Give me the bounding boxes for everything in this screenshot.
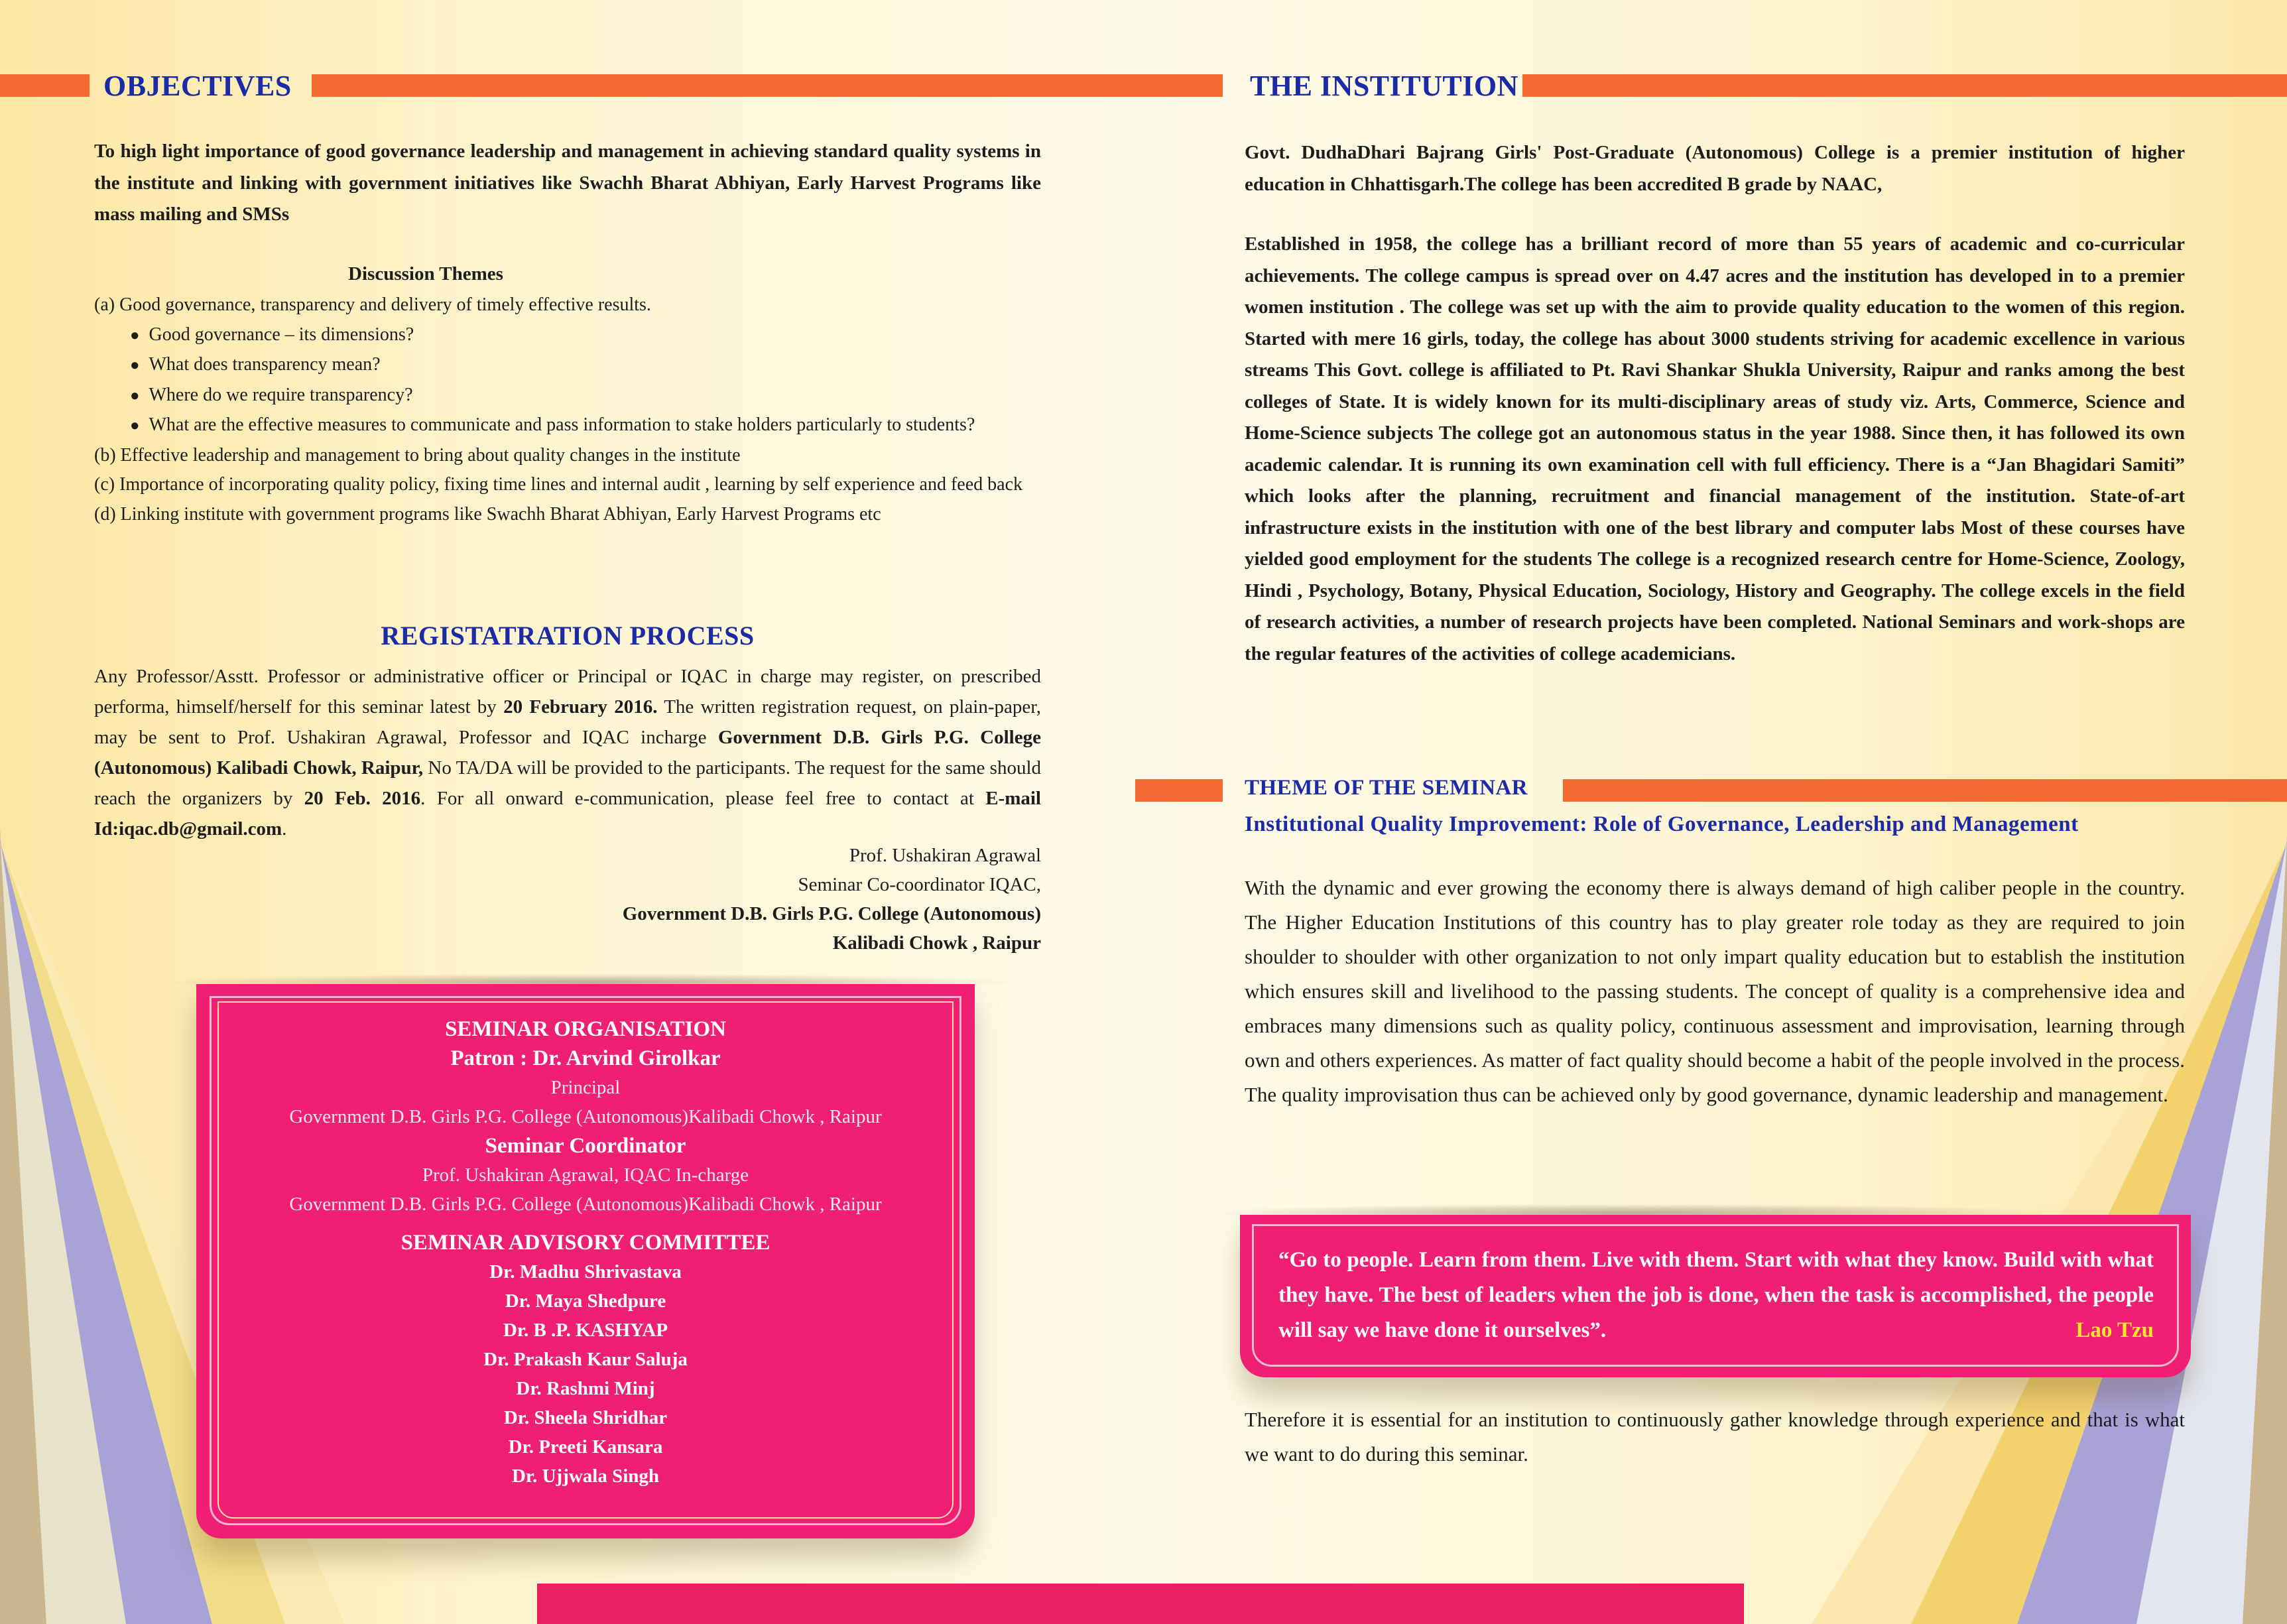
- registration-text-part: No TA/DA will be provided to the participants. The request for the same should reach the organizers by: [94, 757, 1042, 809]
- left-page: [0, 0, 1135, 1624]
- institution-heading: THE INSTITUTION: [1250, 70, 1518, 102]
- registration-text-part: .: [282, 818, 287, 840]
- registration-text-part: . For all onward e-communication, please feel free to contact at: [420, 788, 986, 809]
- registration-text: [94, 661, 1041, 844]
- signature-role: Seminar Co-coordinator IQAC,: [798, 874, 1041, 895]
- theme-bar-right: [1563, 779, 2287, 802]
- registration-college: Government D.B. Girls P.G. College (Autonomous) Kalibadi Chowk, Raipur,: [94, 727, 1041, 779]
- institution-intro: Govt. DudhaDhari Bajrang Girls' Post-Graduate (Autonomous) College is a premier institution of higher education in Chhattisgarh.The college has been accredited B grade by NAAC,: [1245, 142, 2185, 195]
- committee-member: Dr. Preeti Kansara: [508, 1436, 663, 1458]
- objectives-heading: OBJECTIVES: [103, 70, 292, 102]
- theme-bullet: ● What are the effective measures to communicate and pass information to stake holders particularly to students?: [94, 410, 1042, 441]
- committee-member: Dr. Rashmi Minj: [516, 1378, 655, 1399]
- theme-item-b: (b) Effective leadership and management to bring about quality changes in the institute: [94, 444, 741, 466]
- coordinator-name: Prof. Ushakiran Agrawal, IQAC In-charge: [422, 1164, 749, 1186]
- theme-item-a: (a) Good governance, transparency and delivery of timely effective results.: [94, 294, 651, 315]
- theme-item-c: (c) Importance of incorporating quality policy, fixing time lines and internal audit , learning by self experience and feed back: [94, 474, 1022, 495]
- theme-bar-left: [1135, 779, 1223, 802]
- committee-member: Dr. Madhu Shrivastava: [489, 1261, 682, 1282]
- organisation-title: SEMINAR ORGANISATION: [445, 1017, 726, 1041]
- objectives-bar-left: [0, 74, 90, 97]
- registration-text-part: Any Professor/Asstt. Professor or administrative officer or Principal or IQAC in charge may register, on prescribed performa, himself/herself for this seminar latest by: [94, 666, 1041, 718]
- closing-text: Therefore it is essential for an institution to continuously gather knowledge through experience and that is what we want to do during this seminar.: [1245, 1408, 2185, 1466]
- themes-list: [94, 290, 1042, 529]
- advisory-committee-title: SEMINAR ADVISORY COMMITTEE: [401, 1231, 771, 1255]
- contact-email[interactable]: E-mail Id:iqac.db@gmail.com: [94, 788, 1041, 840]
- committee-member: Dr. Prakash Kaur Saluja: [483, 1349, 688, 1370]
- discussion-themes-title: Discussion Themes: [348, 263, 503, 284]
- institution-history: Established in 1958, the college has a brilliant record of more than 55 years of academic and co-curricular achievements. The college campus is spread over on 4.47 acres and the institution has developed in to a premier women institution . The college was set up with the aim to provide quality education to the women of this region. Started with mere 16 girls, today, the college has about 3000 students striving for academic excellence in various streams This Govt. college is affiliated to Pt. Ravi Shankar Shukla University, Raipur and ranks among the best colleges of State. It is widely known for its multi-disciplinary areas of study viz. Arts, Commerce, Science and Home-Science subjects The college got an autonomous status in the year 1988. Since then, it has followed its own academic calendar. It is running its own examination cell with full efficiency. There is a “Jan Bhagidari Samiti” which looks after the planning, recruitment and financial management of the institution. State-of-art infrastructure exists in the institution with one of the best library and computer labs Most of these courses have yielded good employment for the students The college is a recognized research centre for Home-Science, Zoology, Hindi , Psychology, Botany, Physical Education, Sociology, History and Geography. The college excels in the field of research activities, a number of research projects have been completed. National Seminars and work-shops are the regular features of the activities of college academicians.: [1245, 233, 2185, 664]
- theme-body: With the dynamic and ever growing the economy there is always demand of high caliber people in the country. The Higher Education Institutions of this country has to play greater role today as they are required to join shoulder to shoulder with other organization to not only impart quality education but to establish the institution which ensures skill and livelihood to the passing students. The concept of quality is a comprehensive idea and embraces many dimensions such as quality policy, continuous assessment and improvisation, learning through own and others experiences. As matter of fact quality should become a habit of the people involved in the process. The quality improvisation thus can be achieved only by good governance, dynamic leadership and management.: [1245, 876, 2185, 1106]
- committee-member: Dr. Sheela Shridhar: [503, 1407, 668, 1428]
- patron-college: Government D.B. Girls P.G. College (Autonomous)Kalibadi Chowk , Raipur: [289, 1106, 882, 1127]
- patron-name: Patron : Dr. Arvind Girolkar: [450, 1046, 721, 1070]
- bottom-pink-bar-right: [1135, 1584, 1744, 1624]
- signature-place: Kalibadi Chowk , Raipur: [832, 932, 1041, 954]
- signature-college: Government D.B. Girls P.G. College (Autonomous): [622, 903, 1041, 924]
- committee-member: Dr. Ujjwala Singh: [511, 1466, 660, 1487]
- registration-heading: REGISTATRATION PROCESS: [381, 621, 755, 651]
- signature-name: Prof. Ushakiran Agrawal: [849, 845, 1041, 866]
- objectives-bar-right: [312, 74, 1135, 97]
- right-page: [1135, 0, 2287, 1624]
- institution-bar-right: [1522, 74, 2287, 97]
- signature-block: [94, 841, 1041, 958]
- objectives-intro: To high light importance of good governance leadership and management in achieving standard quality systems in the institute and linking with government initiatives like Swachh Bharat Abhiyan, Early Harvest Programs like mass mailing and SMSs: [94, 141, 1041, 225]
- coordinator-college: Government D.B. Girls P.G. College (Autonomous)Kalibadi Chowk , Raipur: [289, 1194, 882, 1215]
- registration-deadline-2: 20 Feb. 2016: [304, 788, 421, 809]
- quote-box: [1240, 1215, 2191, 1377]
- quote-body: “Go to people. Learn from them. Live with them. Start with what they know. Build with what they have. The best of leaders when the job is done, when the task is accomplished, the people will say we have done it ourselves”.: [1278, 1248, 2154, 1342]
- seminar-organisation-box: [196, 984, 975, 1538]
- theme-heading: THEME OF THE SEMINAR: [1245, 776, 1528, 800]
- patron-role: Principal: [550, 1077, 621, 1098]
- theme-subtitle: Institutional Quality Improvement: Role of Governance, Leadership and Management: [1245, 812, 2079, 836]
- bottom-pink-bar-left: [537, 1584, 1135, 1624]
- registration-text-part: The written registration request, on plain-paper, may be sent to Prof. Ushakiran Agrawal, Professor and IQAC incharge: [94, 696, 1041, 748]
- theme-bullet: ● Good governance – its dimensions?: [94, 320, 1042, 351]
- quote-author: Lao Tzu: [2075, 1318, 2154, 1342]
- theme-bullet: ● What does transparency mean?: [94, 350, 1042, 381]
- theme-bullet: ● Where do we require transparency?: [94, 381, 1042, 411]
- committee-member: Dr. B .P. KASHYAP: [503, 1320, 668, 1341]
- registration-deadline: 20 February 2016.: [503, 696, 658, 718]
- theme-item-d: (d) Linking institute with government programs like Swachh Bharat Abhiyan, Early Harvest Programs etc: [94, 503, 881, 525]
- coordinator-title: Seminar Coordinator: [485, 1134, 686, 1158]
- organisation-content: [196, 1015, 975, 1491]
- quote-text: [1278, 1243, 2154, 1348]
- committee-member: Dr. Maya Shedpure: [505, 1290, 666, 1312]
- institution-bar-left: [1135, 74, 1223, 97]
